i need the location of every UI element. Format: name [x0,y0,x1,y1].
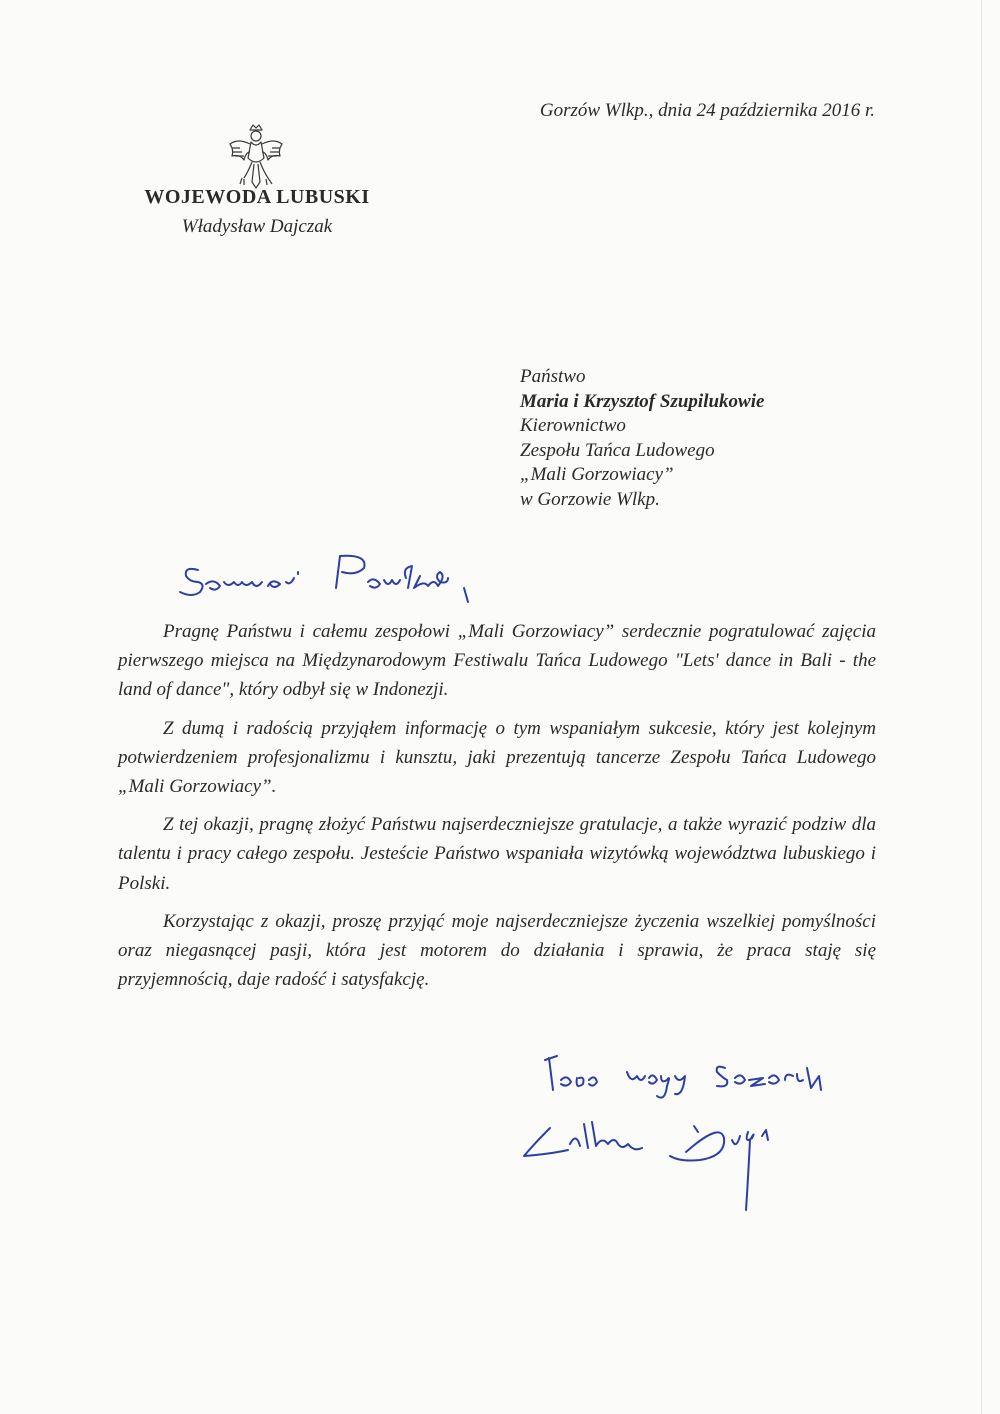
polish-eagle-icon [226,122,286,190]
page-edge-line [981,0,982,1414]
address-line-5: „Mali Gorzowiacy” [520,464,674,486]
office-title: WOJEWODA LUBUSKI [144,186,370,208]
address-line-4: Zespołu Tańca Ludowego [520,439,715,461]
address-line-2: Maria i Krzysztof Szupilukowie [520,390,765,412]
address-line-3: Kierownictwo [520,415,626,437]
paragraph: Z tej okazji, pragnę złożyć Państwu najserdeczniejsze gratulacje, a także wyrazić podziw dla talentu i pracy całego zespołu. Jesteście Państwo wspaniała wizytówką województwa lubuskiego i Polski. [118,814,876,894]
office-holder-name: Władysław Dajczak [181,216,333,237]
paragraph: Pragnę Państwu i całemu zespołowi „Mali Gorzowiacy” serdecznie pogratulować zajęcia pierwszego miejsca na Międzynarodowym Festiwalu Tańca Ludowego "Lets' dance in Bali - the land of dance", który odbył się w Indonezji. [118,621,876,701]
paragraph: Z dumą i radością przyjąłem informację o tym wspaniałym sukcesie, który jest kolejnym potwierdzeniem profesjonalizmu i kunsztu, jaki prezentują tancerze Zespołu Tańca Ludowego „Mali Gorzowiacy”. [118,717,876,798]
address-line-6: w Gorzowie Wlkp. [520,488,660,510]
letter-body [118,617,876,1003]
paragraph: Korzystając z okazji, proszę przyjąć moje najserdeczniejsze życzenia wszelkiej pomyślności oraz niegasnącej pasji, która jest motorem do działania i sprawia, że praca staję się przyjemnością, daje radość i satysfakcję. [118,910,876,991]
handwritten-salutation [176,548,486,608]
recipient-address [520,365,764,513]
place-date: Gorzów Wlkp., dnia 24 października 2016 r. [539,100,875,121]
handwritten-signature [510,1110,790,1220]
address-line-1: Państwo [520,366,586,387]
